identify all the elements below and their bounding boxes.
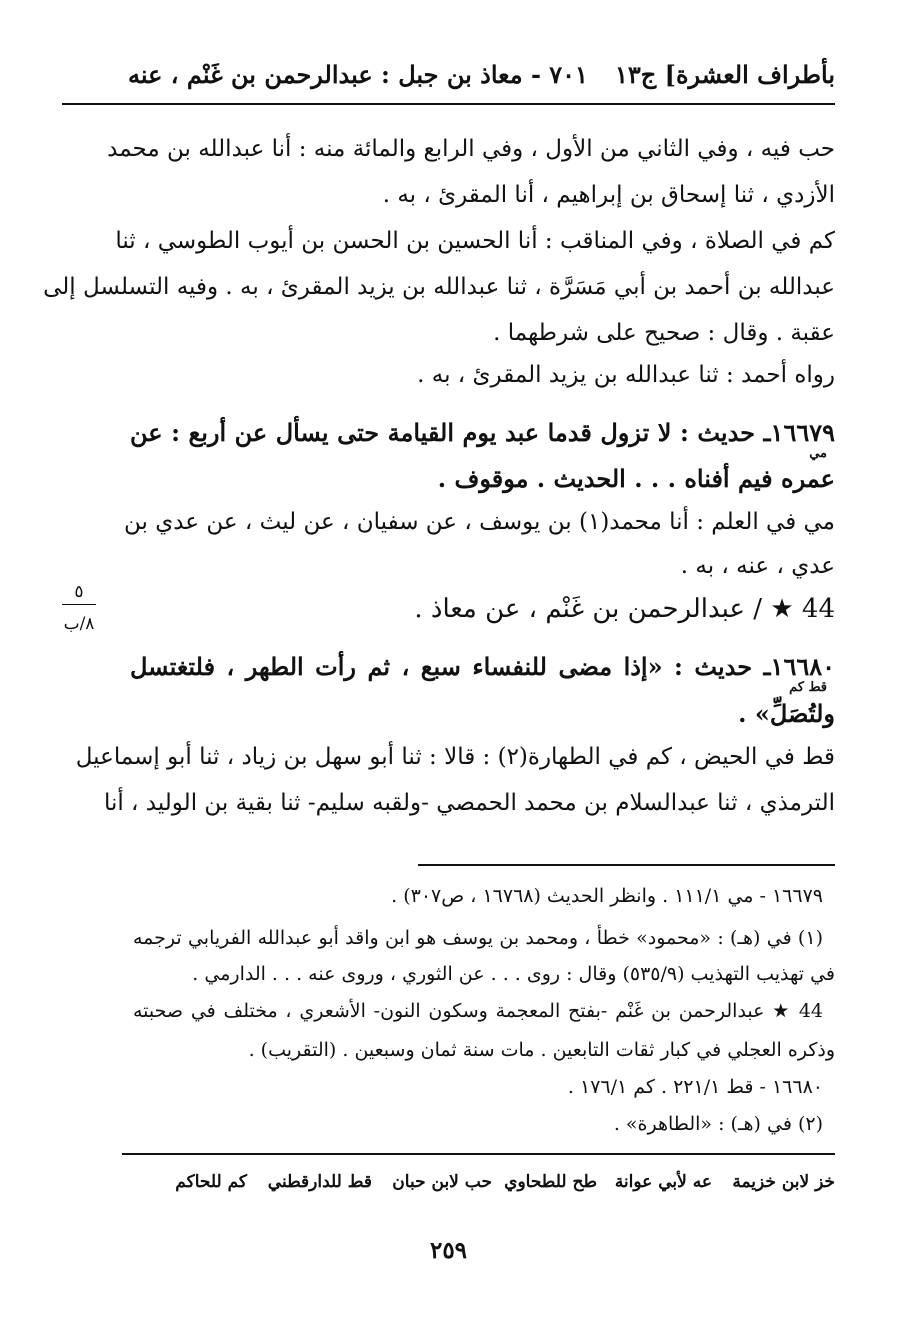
body-line-8: عدي ، عنه ، به . [680, 553, 835, 579]
margin-note-number: ٥ [74, 582, 84, 602]
legend-item-th: طح للطحاوي [504, 1172, 597, 1192]
legend-item-ah: عه لأبي عوانة [614, 1172, 712, 1192]
running-header-right: بأطراف العشرة] ج١٣ [614, 60, 835, 89]
margin-note-divider [62, 604, 96, 605]
section-heading-44: 44 ★ / عبدالرحمن بن غَنْم ، عن معاذ . [414, 594, 835, 624]
footnote-4: 44 ★ عبدالرحمن بن غَنْم -بفتح المعجمة وسكون النون- الأشعري ، مختلف في صحبته [133, 1000, 823, 1022]
legend-rule [122, 1153, 835, 1155]
body-line-9: قط في الحيض ، كم في الطهارة(٢) : قالا : ثنا أبو سهل بن زياد ، ثنا أبو إسماعيل [75, 744, 835, 770]
footnote-7: (٢) في (هـ) : «الطاهرة» . [613, 1113, 823, 1135]
running-header-left: ٧٠١ - معاذ بن جبل : عبدالرحمن بن غَنْم ، عنه [128, 60, 588, 89]
body-line-2: الأزدي ، ثنا إسحاق بن إبراهيم ، أنا المقرئ ، به . [382, 182, 835, 208]
legend-item-qt: قط للدارقطني [267, 1172, 372, 1192]
legend-item-khz: خز لابن خزيمة [732, 1172, 835, 1192]
hadith-16680-source-sup: قط كم [789, 680, 827, 695]
body-line-4: عبدالله بن أحمد بن أبي مَسَرَّة ، ثنا عبدالله بن يزيد المقرئ ، به . وفيه التسلسل إلى [43, 274, 835, 300]
footnote-separator [418, 864, 835, 866]
header-rule [62, 103, 835, 105]
body-line-5: عقبة . وقال : صحيح على شرطهما . [493, 320, 835, 346]
footnote-6: ١٦٦٨٠ - قط ٢٢١/١ . كم ١٧٦/١ . [567, 1076, 823, 1098]
footnote-2: (١) في (هـ) : «محمود» خطأ ، ومحمد بن يوسف هو ابن واقد أبو عبدالله الفريابي ترجمه [133, 927, 823, 949]
footnote-5: وذكره العجلي في كبار ثقات التابعين . مات سنة ثمان وسبعين . (التقريب) . [248, 1039, 835, 1061]
hadith-16679-line-2: عمره فيم أفناه . . . الحديث . موقوف . [437, 464, 835, 493]
body-line-7: مي في العلم : أنا محمد(١) بن يوسف ، عن سفيان ، عن ليث ، عن عدي بن [124, 509, 835, 535]
hadith-16680-line-1: ١٦٦٨٠ـ حديث : «إذا مضى للنفساء سبع ، ثم رأت الطهر ، فلتغتسل [130, 652, 835, 681]
margin-note-ref: ٨/ب [63, 614, 95, 634]
hadith-16679-source-sup: مي [809, 446, 827, 461]
body-line-1: حب فيه ، وفي الثاني من الأول ، وفي الرابع والمائة منه : أنا عبدالله بن محمد [107, 136, 835, 162]
legend-item-hb: حب لابن حبان [392, 1172, 492, 1192]
body-line-6: رواه أحمد : ثنا عبدالله بن يزيد المقرئ ، به . [417, 362, 835, 388]
hadith-16680-line-2: ولتُصَلِّ» . [738, 699, 835, 728]
legend-item-km: كم للحاكم [175, 1172, 247, 1192]
body-line-10: الترمذي ، ثنا عبدالسلام بن محمد الحمصي -ولقبه سليم- ثنا بقية بن الوليد ، أنا [103, 790, 835, 816]
hadith-16679-line-1: ١٦٦٧٩ـ حديث : لا تزول قدما عبد يوم القيامة حتى يسأل عن أربع : عن [130, 418, 835, 447]
page-number: ٢٥٩ [429, 1237, 468, 1264]
body-line-3: كم في الصلاة ، وفي المناقب : أنا الحسين بن الحسن بن أيوب الطوسي ، ثنا [115, 228, 835, 254]
footnote-1: ١٦٦٧٩ - مي ١١١/١ . وانظر الحديث (١٦٧٦٨ ، ص٣٠٧) . [391, 885, 823, 907]
footnote-3: في تهذيب التهذيب (٥٣٥/٩) وقال : روى . . . عن الثوري ، وروى عنه . . . الدارمي . [192, 963, 835, 985]
